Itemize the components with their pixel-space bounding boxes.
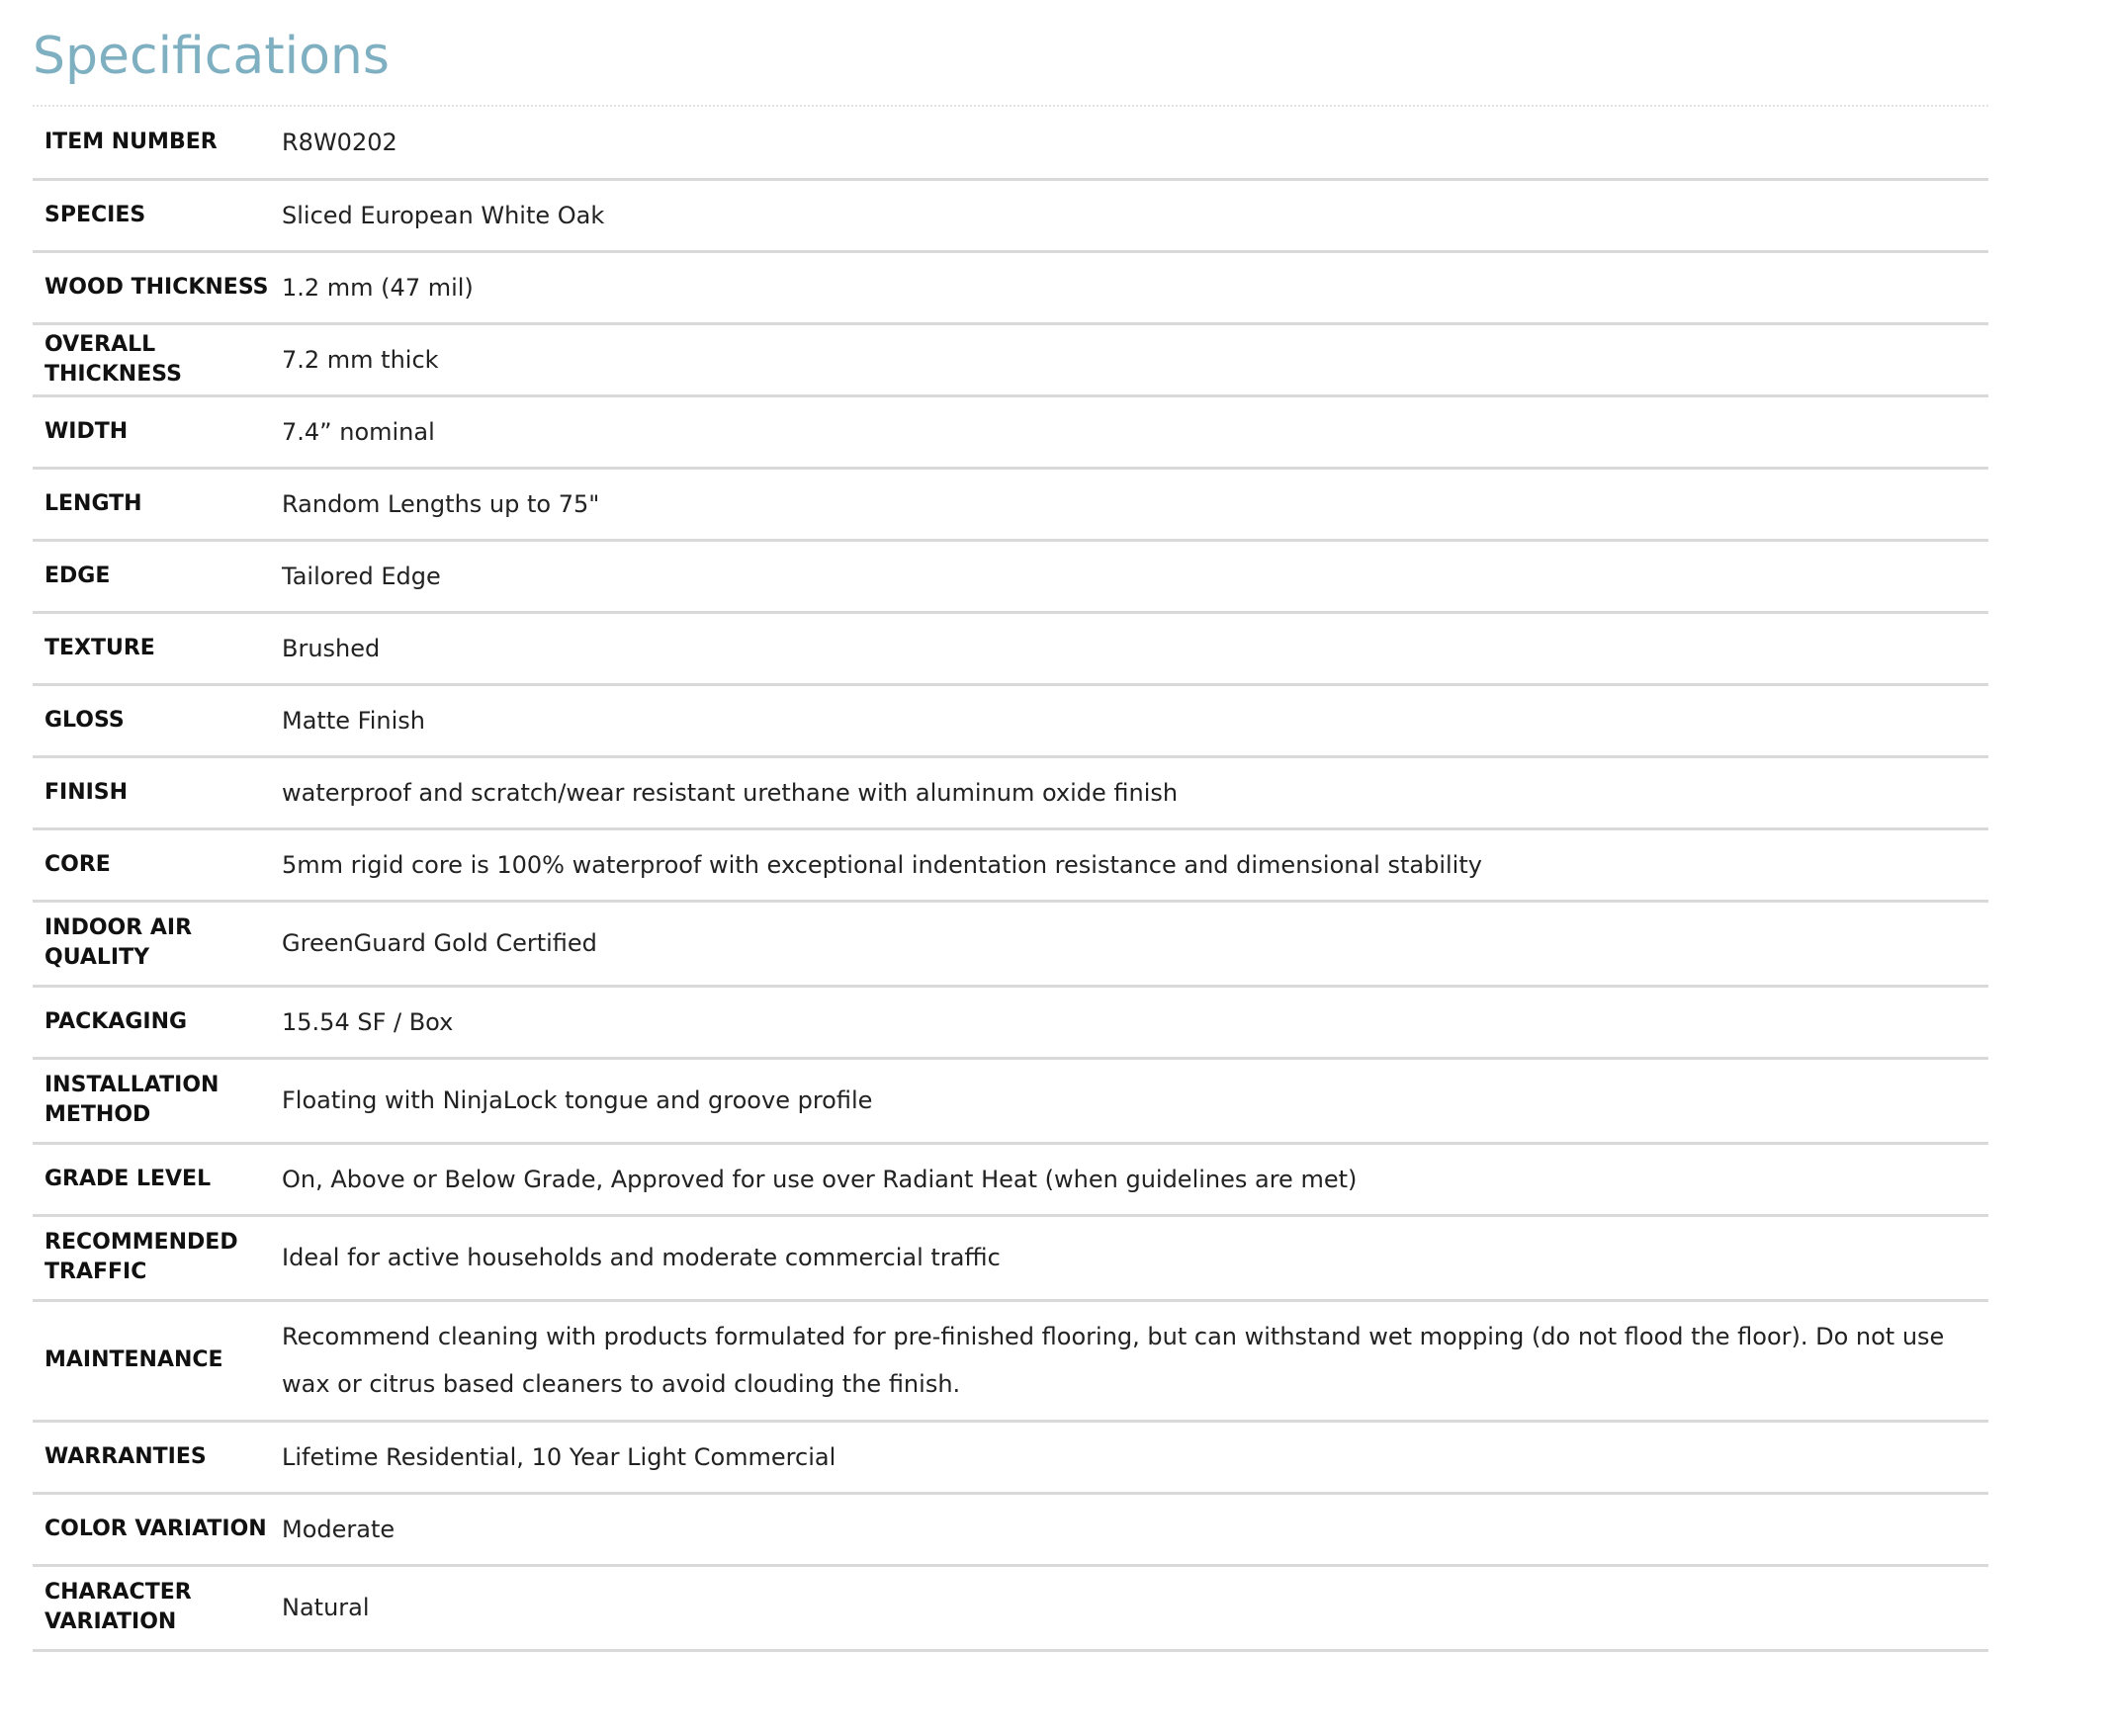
spec-label: FINISH (44, 779, 129, 805)
spec-row-maintenance (33, 1300, 1988, 1421)
spec-row-packaging (33, 986, 1988, 1058)
spec-value: Brushed (282, 634, 381, 662)
spec-label: EDGE (44, 563, 111, 588)
spec-label: OVERALL THICKNESS (44, 331, 182, 387)
spec-label: COLOR VARIATION (44, 1516, 267, 1541)
spec-label: RECOMMENDED TRAFFIC (44, 1230, 238, 1284)
spec-value: 15.54 SF / Box (282, 1007, 454, 1036)
spec-row-gloss (33, 684, 1988, 756)
spec-row-color-variation (33, 1493, 1988, 1565)
spec-value: Lifetime Residential, 10 Year Light Commercial (282, 1442, 836, 1471)
spec-label: TEXTURE (44, 635, 155, 660)
spec-value: 5mm rigid core is 100% waterproof with exceptional indentation resistance and dimensional stability (282, 850, 1482, 879)
spec-label: GRADE LEVEL (44, 1166, 212, 1191)
spec-row-width (33, 395, 1988, 468)
specifications-table (33, 107, 1988, 1652)
spec-label: WOOD THICKNESS (44, 274, 269, 300)
spec-value: Sliced European White Oak (282, 201, 605, 229)
spec-value: 1.2 mm (47 mil) (282, 273, 474, 302)
spec-row-indoor-air-quality (33, 901, 1988, 986)
spec-label: LENGTH (44, 490, 142, 516)
spec-value: Random Lengths up to 75" (282, 489, 600, 518)
spec-value: Ideal for active households and moderate commercial traffic (282, 1244, 1001, 1271)
spec-value: On, Above or Below Grade, Approved for use over Radiant Heat (when guidelines are met) (282, 1165, 1358, 1193)
spec-value: 7.4” nominal (282, 417, 435, 446)
spec-value: R8W0202 (282, 128, 397, 156)
spec-value: GreenGuard Gold Certified (282, 929, 597, 957)
spec-row-texture (33, 612, 1988, 684)
spec-value: Recommend cleaning with products formulated for pre-finished flooring, but can withstand wet mopping (do not flood the floor). Do not use wax or citrus based cleaners to avoid clouding the finish. (282, 1323, 1945, 1398)
spec-label: WIDTH (44, 418, 129, 444)
spec-row-warranties (33, 1421, 1988, 1493)
spec-row-installation-method (33, 1058, 1988, 1143)
spec-value: Tailored Edge (282, 562, 441, 590)
spec-label: ITEM NUMBER (44, 129, 218, 154)
spec-value: Matte Finish (282, 706, 425, 735)
spec-row-edge (33, 540, 1988, 612)
spec-value: 7.2 mm thick (282, 345, 439, 374)
spec-value: Moderate (282, 1515, 396, 1543)
spec-label: SPECIES (44, 202, 146, 227)
spec-value: Natural (282, 1594, 370, 1621)
spec-label: CHARACTER VARIATION (44, 1580, 192, 1634)
spec-value: waterproof and scratch/wear resistant urethane with aluminum oxide finish (282, 778, 1179, 807)
spec-row-length (33, 468, 1988, 540)
spec-row-wood-thickness (33, 251, 1988, 323)
spec-row-finish (33, 756, 1988, 828)
spec-row-character-variation (33, 1565, 1988, 1650)
spec-row-overall-thickness (33, 323, 1988, 395)
spec-label: WARRANTIES (44, 1443, 207, 1469)
spec-label: INDOOR AIR QUALITY (44, 915, 193, 970)
specifications-section (33, 0, 1988, 1652)
section-title: Specifications (33, 27, 390, 86)
spec-label: GLOSS (44, 707, 125, 733)
spec-label: MAINTENANCE (44, 1347, 223, 1372)
spec-label: PACKAGING (44, 1008, 188, 1034)
spec-row-recommended-traffic (33, 1215, 1988, 1300)
spec-value: Floating with NinjaLock tongue and groove profile (282, 1086, 873, 1114)
spec-row-item-number (33, 107, 1988, 179)
spec-row-core (33, 828, 1988, 901)
spec-row-species (33, 179, 1988, 251)
spec-label: CORE (44, 851, 111, 877)
spec-row-grade-level (33, 1143, 1988, 1215)
spec-label: INSTALLATION METHOD (44, 1073, 220, 1127)
